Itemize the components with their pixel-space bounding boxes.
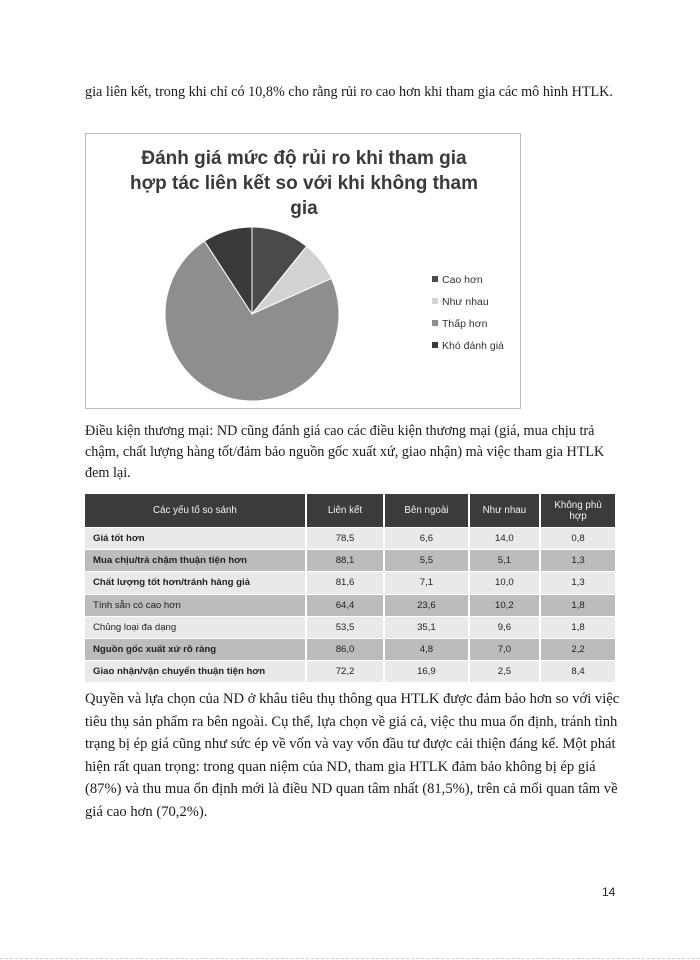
cell-value: 1,3 [540,572,615,594]
cell-value: 10,0 [469,572,541,594]
paragraph-top: gia liên kết, trong khi chỉ có 10,8% cho rằng rủi ro cao hơn khi tham gia các mô hình HTLK. [85,84,613,100]
page-bottom-divider [0,958,700,959]
header-not-suitable: Không phù hợp [540,494,615,528]
row-label: Tính sẵn có cao hơn [85,594,306,616]
cell-value: 78,5 [306,528,384,550]
cell-value: 23,6 [384,594,468,616]
table-row [85,616,615,638]
cell-value: 53,5 [306,616,384,638]
header-same: Như nhau [469,494,541,528]
row-label: Giá tốt hơn [85,528,306,550]
legend-label-4: Khó đánh giá [442,340,504,352]
cell-value: 9,6 [469,616,541,638]
chart-title-line-3: gia [290,198,318,219]
cell-value: 7,0 [469,638,541,660]
chart-legend [432,274,504,352]
cell-value: 5,5 [384,550,468,572]
paragraph-consumption: Quyền và lựa chọn của ND ở khâu tiêu thụ thông qua HTLK được đảm bảo hơn so với việc tiêu thụ sản phẩm ra bên ngoài. Cụ thể, lựa chọn về giá cả, việc thu mua ổn định, tránh tình trạng bị ép giá cũng như sức ép về vốn và vay vốn đầu tư được cải thiện đáng kể. Một phát hiện rất quan trọng: trong quan niệm của ND, tham gia HTLK đảm bảo không bị ép giá (87%) và thu mua ổn định mới là điều ND quan tâm nhất (81,5%), trên cả mối quan tâm về giá cao hơn (70,2%). [85,691,620,820]
table-row [85,661,615,683]
header-factor: Các yếu tố so sánh [85,494,306,528]
table-header-row [85,494,615,528]
row-label: Nguồn gốc xuất xứ rõ ràng [85,638,306,660]
comparison-table [85,494,615,682]
legend-label-3: Thấp hơn [442,318,488,330]
table-row [85,528,615,550]
cell-value: 86,0 [306,638,384,660]
cell-value: 4,8 [384,638,468,660]
row-label: Mua chịu/trả chậm thuận tiện hơn [85,550,306,572]
legend-swatch-1 [432,276,438,282]
pie-chart-svg [86,134,522,410]
legend-swatch-4 [432,342,438,348]
header-outside: Bên ngoài [384,494,468,528]
cell-value: 1,3 [540,550,615,572]
table-row [85,594,615,616]
pie-slices [165,227,339,401]
cell-value: 81,6 [306,572,384,594]
cell-value: 7,1 [384,572,468,594]
legend-label-1: Cao hơn [442,274,483,286]
legend-swatch-3 [432,320,438,326]
legend-label-2: Như nhau [442,296,489,308]
cell-value: 10,2 [469,594,541,616]
header-linked: Liên kết [306,494,384,528]
cell-value: 1,8 [540,594,615,616]
cell-value: 35,1 [384,616,468,638]
page-number: 14 [602,885,616,899]
cell-value: 14,0 [469,528,541,550]
row-label: Giao nhận/vận chuyển thuận tiện hơn [85,661,306,683]
cell-value: 2,2 [540,638,615,660]
row-label: Chất lượng tốt hơn/tránh hàng giả [85,572,306,594]
chart-title-line-2: hợp tác liên kết so với khi không tham [130,173,478,194]
table-row [85,572,615,594]
chart-title-line-1: Đánh giá mức độ rủi ro khi tham gia [141,148,467,169]
cell-value: 72,2 [306,661,384,683]
cell-value: 2,5 [469,661,541,683]
cell-value: 16,9 [384,661,468,683]
cell-value: 0,8 [540,528,615,550]
cell-value: 5,1 [469,550,541,572]
cell-value: 1,8 [540,616,615,638]
table-row [85,638,615,660]
row-label: Chủng loại đa dạng [85,616,306,638]
cell-value: 88,1 [306,550,384,572]
table-row [85,550,615,572]
cell-value: 6,6 [384,528,468,550]
paragraph-trade-conditions: Điều kiện thương mại: ND cũng đánh giá cao các điều kiện thương mại (giá, mua chịu trả chậm, chất lượng hàng tốt/đảm bảo nguồn gốc xuất xứ, giao nhận) mà việc tham gia HTLK đem lại. [85,423,605,481]
legend-swatch-2 [432,298,438,304]
risk-pie-chart [85,133,521,409]
cell-value: 64,4 [306,594,384,616]
cell-value: 8,4 [540,661,615,683]
